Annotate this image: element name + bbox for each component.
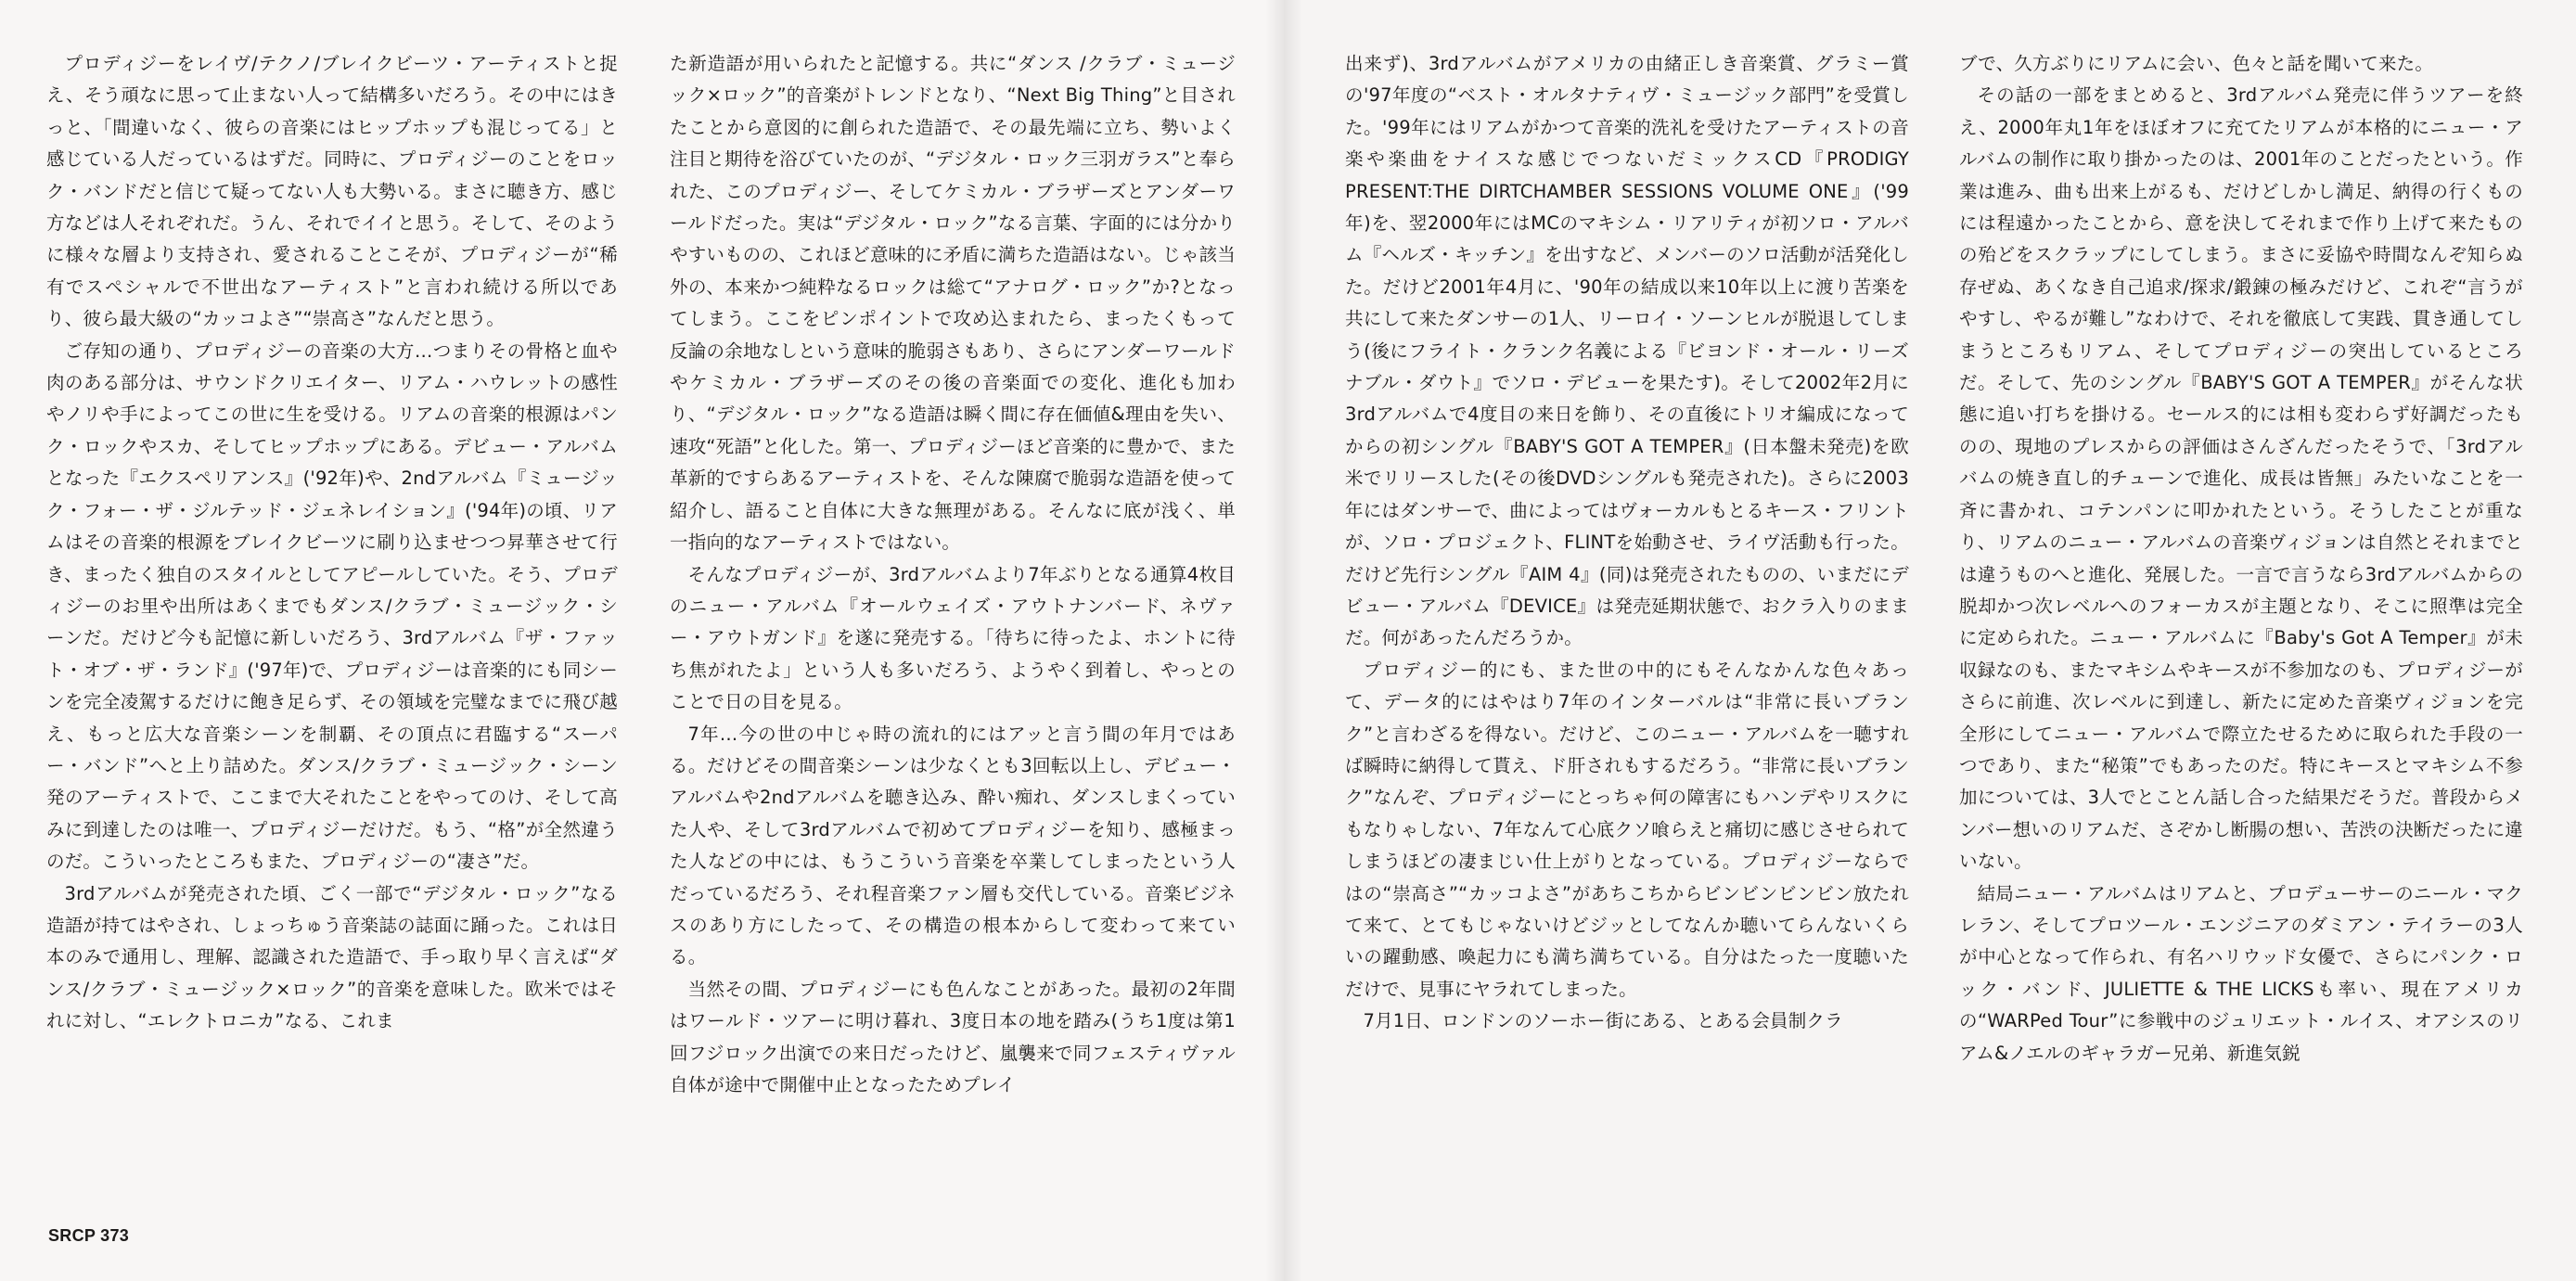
paragraph: た新造語が用いられたと記憶する。共に“ダンス /クラブ・ミュージック×ロック”的音楽がトレンドとなり、“Next Big Thing”と目されたことから意図的に創られた造語で、その最先端に立ち、勢いよく注目と期待を浴びていたのが、“デジタル・ロック三羽ガラス”と奉られた、このプロディジー、そしてケミカル・ブラザーズとアンダーワールドだった。実は“デジタル・ロック”なる言葉、字面的には分かりやすいものの、これほど意味的に矛盾に満ちた造語はない。じゃ該当外の、本来かつ純粋なるロックは総て“アナログ・ロック”か?となってしまう。ここをピンポイントで攻め込まれたら、まったくもって反論の余地なしという意味的脆弱さもあり、さらにアンダーワールドやケミカル・ブラザーズのその後の音楽面での変化、進化も加わり、“デジタル・ロック”なる造語は瞬く間に存在価値&理由を失い、速攻“死語”と化した。第一、プロディジーほど音楽的に豊かで、また革新的ですらあるアーティストを、そんな陳腐で脆弱な造語を使って紹介し、語ること自体に大きな無理がある。そんなに底が浅く、単一指向的なアーティストではない。 [670, 53, 1236, 554]
paragraph: 出来ず)、3rdアルバムがアメリカの由緒正しき音楽賞、グラミー賞の'97年度の“ベスト・オルタナティヴ・ミュージック部門”を受賞した。'99年にはリアムがかつて音楽的洗礼を受けたアーティストの音楽や楽曲をナイスな感じでつないだミックスCD『PRODIGY PRESENT:THE DIRTCHAMBER SESSIONS VOLUME ONE』('99年)を、翌2000年にはMCのマキシム・リアリティが初ソロ・アルバム『ヘルズ・キッチン』を出すなど、メンバーのソロ活動が活発化した。だけど2001年4月に、'90年の結成以来10年以上に渡り苦楽を共にして来たダンサーの1人、リーロイ・ソーンヒルが脱退してしまう(後にフライト・クランク名義による『ビヨンド・オール・リーズナブル・ダウト』でソロ・デビューを果たす)。そして2002年2月に3rdアルバムで4度目の来日を飾り、その直後にトリオ編成になってからの初シングル『BABY'S GOT A TEMPER』(日本盤未発売)を欧米でリリースした(その後DVDシングルも発売された)。さらに2003年にはダンサーで、曲によってはヴォーカルもとるキース・フリントが、ソロ・プロジェクト、FLINTを始動させ、ライヴ活動も行った。だけど先行シングル『AIM 4』(同)は発売されたものの、いまだにデビュー・アルバム『DEVICE』は発売延期状態で、おクラ入りのままだ。何があったんだろうか。 [1345, 53, 1909, 649]
paragraph: そんなプロディジーが、3rdアルバムより7年ぶりとなる通算4枚目のニュー・アルバム『オールウェイズ・アウトナンバード、ネヴァー・アウトガンド』を遂に発売する。「待ちに待ったよ、ホントに待ち焦がれたよ」という人も多いだろう、ようやく到着し、やっとのことで日の目を見る。 [670, 563, 1236, 713]
text-column-1 [46, 48, 618, 1226]
page-gutter [1265, 0, 1302, 1281]
paragraph: その話の一部をまとめると、3rdアルバム発売に伴うツアーを終え、2000年丸1年をほぼオフに充てたリアムが本格的にニュー・アルバムの制作に取り掛かったのは、2001年のことだったという。作業は進み、曲も出来上がるも、だけどしかし満足、納得の行くものには程遠かったことから、意を決してそれまで作り上げて来たものの殆どをスクラップにしてしまう。まさに妥協や時間なんぞ知らぬ存ぜぬ、あくなき自己追求/探求/鍛錬の極みだけど、これぞ“言うがやすし、やるが難し”なわけで、それを徹底して実践、貫き通してしまうところもリアム、そしてプロディジーの突出しているところだ。そして、先のシングル『BABY'S GOT A TEMPER』がそんな状態に追い打ちを掛ける。セールス的には相も変わらず好調だったものの、現地のプレスからの評価はさんざんだったそうで、「3rdアルバムの焼き直し的チューンで進化、成長は皆無」みたいなことを一斉に書かれ、コテンパンに叩かれたという。そうしたことが重なり、リアムのニュー・アルバムの音楽ヴィジョンは自然とそれまでとは違うものへと進化、発展した。一言で言うなら3rdアルバムからの脱却かつ次レベルへのフォーカスが主題となり、そこに照準は完全に定められた。ニュー・アルバムに『Baby's Got A Temper』が未収録なのも、またマキシムやキースが不参加なのも、プロディジーがさらに前進、次レベルに到達し、新たに定めた音楽ヴィジョンを完全形にしてニュー・アルバムで際立たせるために取られた手段の一つであり、また“秘策”でもあったのだ。特にキースとマキシム不参加については、3人でとことん話し合った結果だそうだ。普段からメンバー想いのリアムだ、さぞかし断腸の想い、苦渋の決断だったに違いない。 [1959, 84, 2523, 873]
left-page [0, 0, 1284, 1281]
paragraph: プロディジー的にも、また世の中的にもそんなかんな色々あって、データ的にはやはり7年のインターバルは“非常に長いブランク”と言わざるを得ない。だけど、このニュー・アルバムを一聴すれば瞬時に納得して貰え、ド肝されもするだろう。“非常に長いブランク”なんぞ、プロディジーにとっちゃ何の障害にもハンデやリスクにもなりゃしない、7年なんて心底クソ喰らえと痛切に感じさせられてしまうほどの凄まじい仕上がりとなっている。プロディジーならではの“崇高さ”“カッコよさ”があちこちからビンビンビンビン放たれて来て、とてもじゃないけどジッとしてなんか聴いてらんないくらいの躍動感、喚起力にも満ち満ちている。自分はたった一度聴いただけで、見事にヤラれてしまった。 [1345, 659, 1909, 1000]
paragraph: ご存知の通り、プロディジーの音楽の大方…つまりその骨格と血や肉のある部分は、サウンドクリエイター、リアム・ハウレットの感性やノリや手によってこの世に生を受ける。リアムの音楽的根源はパンク・ロックやスカ、そしてヒップホップにある。デビュー・アルバムとなった『エクスペリアンス』('92年)や、2ndアルバム『ミュージック・フォー・ザ・ジルテッド・ジェネレイション』('94年)の頃、リアムはその音楽的根源をブレイクビーツに刷り込ませつつ昇華させて行き、まったく独自のスタイルとしてアピールしていた。そう、プロディジーのお里や出所はあくまでもダンス/クラブ・ミュージック・シーンだ。だけど今も記憶に新しいだろう、3rdアルバム『ザ・ファット・オブ・ザ・ランド』('97年)で、プロディジーは音楽的にも同シーンを完全凌駕するだけに飽き足らず、その領域を完璧なまでに飛び越え、もっと広大な音楽シーンを制覇、その頂点に君臨する“スーパー・バンド”へと上り詰めた。ダンス/クラブ・ミュージック・シーン発のアーティストで、ここまで大それたことをやってのけ、そして高みに到達したのは唯一、プロディジーだけだ。もう、“格”が全然違うのだ。こういったところもまた、プロディジーの“凄さ”だ。 [46, 339, 618, 873]
paragraph: 7年…今の世の中じゃ時の流れ的にはアッと言う間の年月ではある。だけどその間音楽シーンは少なくとも3回転以上し、デビュー・アルバムや2ndアルバムを聴き込み、酔い痴れ、ダンスしまくっていた人や、そして3rdアルバムで初めてプロディジーを知り、感極まった人などの中には、もうこういう音楽を卒業してしまったという人だっているだろう、それ程音楽ファン層も交代している。音楽ビジネスのあり方にしたって、その構造の根本からして変わって来ている。 [670, 723, 1236, 968]
paragraph: 3rdアルバムが発売された頃、ごく一部で“デジタル・ロック”なる造語が持てはやされ、しょっちゅう音楽誌の誌面に踊った。これは日本のみで通用し、理解、認識された造語で、手っ取り早く言えば“ダンス/クラブ・ミュージック×ロック”的音楽を意味した。欧米ではそれに対し、“エレクトロニカ”なる、これま [46, 882, 618, 1032]
paragraph: プロディジーをレイヴ/テクノ/ブレイクビーツ・アーティストと捉え、そう頑なに思って止まない人って結構多いだろう。その中にはきっと、「間違いなく、彼らの音楽にはヒップホップも混じってる」と感じている人だっているはずだ。同時に、プロディジーのことをロック・バンドだと信じて疑ってない人も大勢いる。まさに聴き方、感じ方などは人それぞれだ。うん、それでイイと思う。そして、そのように様々な層より支持され、愛されることこそが、プロディジーが“稀有でスペシャルで不世出なアーティスト”と言われ続ける所以であり、彼ら最大級の“カッコよさ”“崇高さ”なんだと思う。 [46, 53, 618, 330]
text-column-4 [1959, 48, 2523, 1226]
text-column-3 [1345, 48, 1909, 1226]
text-column-2 [670, 48, 1236, 1226]
paragraph: ブで、久方ぶりにリアムに会い、色々と話を聞いて来た。 [1959, 53, 2434, 74]
catalog-number: SRCP 373 [48, 1226, 130, 1245]
paragraph: 7月1日、ロンドンのソーホー街にある、とある会員制クラ [1363, 1010, 1843, 1032]
paragraph: 当然その間、プロディジーにも色んなことがあった。最初の2年間はワールド・ツアーに明け暮れ、3度日本の地を踏み(うち1度は第1回フジロック出演での来日だったけど、嵐襲来で同フェスティヴァル自体が途中で開催中止となったためプレイ [670, 978, 1236, 1095]
paragraph: 結局ニュー・アルバムはリアムと、プロデューサーのニール・マクレラン、そしてプロツール・エンジニアのダミアン・テイラーの3人が中心となって作られ、有名ハリウッド女優で、さらにパンク・ロック・バンド、JULIETTE & THE LICKSも率い、現在アメリカの“WARPed Tour”に参戦中のジュリエット・ルイス、オアシスのリアム&ノエルのギャラガー兄弟、新進気鋭 [1959, 882, 2523, 1064]
